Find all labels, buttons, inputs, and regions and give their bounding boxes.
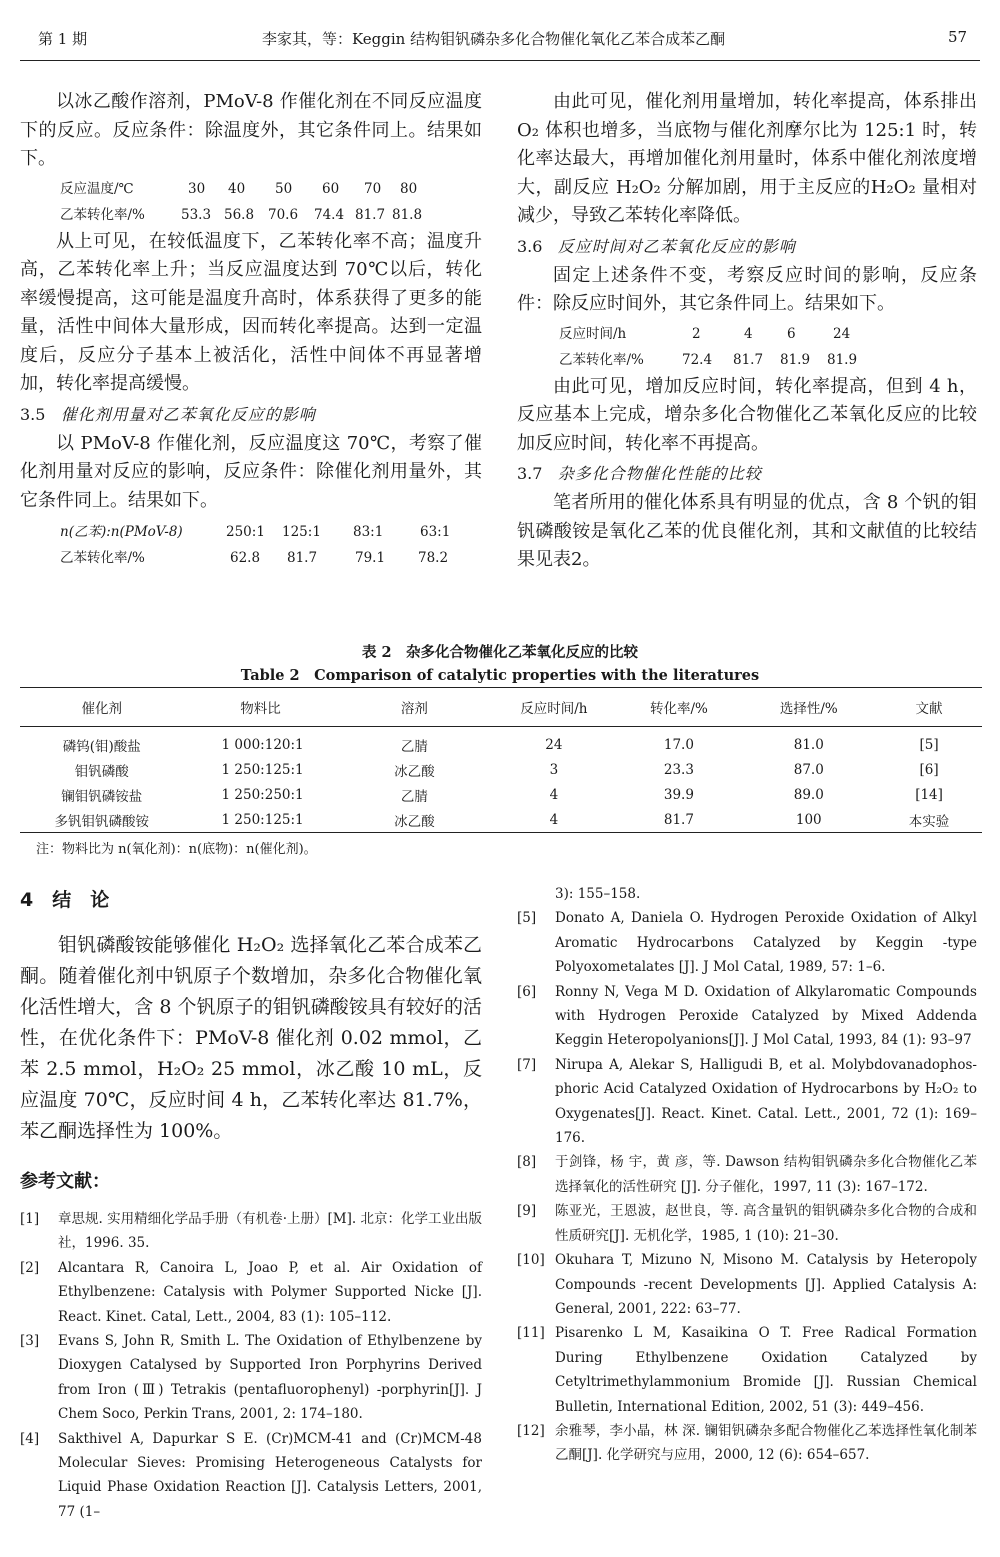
column-header: 文献: [876, 688, 982, 727]
section-heading: 3.7 杂多化合物催化性能的比较: [517, 464, 762, 483]
section-heading: 3.6 反应时间对乙苯氧化反应的影响: [517, 236, 796, 256]
table-row: 钼钒磷酸 1 250:125:1 冰乙酸 3 23.3 87.0 [6]: [74, 761, 939, 780]
page-number: 57: [948, 28, 968, 46]
column-header: 转化率/%: [616, 688, 741, 727]
conclusion-body: [20, 930, 482, 1147]
reference-item: [2] Alcantara R, Canoira L, Joao P, et al. Air Oxidation of Ethylbenzene: Catalysis with Polymer Supported Nicke [J]. React. Kinet. Catal, Lett., 2004, 83 (1): 105–112.: [20, 1259, 482, 1325]
table-row: 磷钨(钼)酸盐 1 000:120:1 乙腈 24 17.0 81.0 [5]: [62, 736, 939, 755]
paragraph: 以 PMoV-8 作催化剂，反应温度这 70℃，考察了催化剂用量对反应的影响，反应条件：除催化剂用量外，其它条件同上。结果如下。: [20, 432, 482, 511]
references-heading: 参考文献：: [20, 1171, 110, 1192]
issue-label: 第 1 期: [38, 30, 88, 48]
running-title: 李家其，等：Keggin 结构钼钒磷杂多化合物催化氧化乙苯合成苯乙酮: [262, 30, 726, 48]
paragraph: 固定上述条件不变，考察反应时间的影响，反应条件：除反应时间外，其它条件同上。结果如下。: [517, 264, 977, 314]
reference-item: [10] Okuhara T, Mizuno N, Misono M. Catalysis by Heteropoly Compounds -recent Developments [J]. Applied Catalysis A: General, 2001, 222: 63–77.: [517, 1252, 977, 1317]
paragraph: 笔者所用的催化体系具有明显的优点，含 8 个钒的钼钒磷酸铵是氧化乙苯的优良催化剂，其和文献值的比较结果见表2。: [517, 492, 977, 570]
reference-item: [1] 章思规. 实用精细化学品手册（有机卷·上册）[M]. 北京：化学工业出版社，1996. 35.: [20, 1211, 482, 1252]
temp-table-row: 乙苯转化率/% 53.3 56.8 70.6 74.4 81.7 81.8: [60, 206, 423, 223]
column-header: 选择性/%: [741, 688, 876, 727]
table-caption-en: Table 2 Comparison of catalytic properties with the literatures: [240, 667, 760, 684]
left-column: [20, 88, 482, 571]
column-header: 催化剂: [20, 688, 184, 727]
table-row: 镧钼钒磷铵盐 1 250:250:1 乙腈 4 39.9 89.0 [14]: [61, 786, 943, 805]
paragraph: 钼钒磷酸铵能够催化 H₂O₂ 选择氧化乙苯合成苯乙酮。随着催化剂中钒原子个数增加，杂多化合物催化氧化活性增大，含 8 个钒原子的钼钒磷酸铵具有较好的活性，在优化条件下：PMoV-8 催化剂 0.02 mmol，乙苯 2.5 mmol，H₂O₂ 25 mmol，冰乙酸 10 mL，反应温度 70℃，反应时间 4 h，乙苯转化率达 81.7%，苯乙酮选择性为 100%。: [20, 934, 482, 1142]
cat-table-row: n(乙苯):n(PMoV-8) 250:1 125:1 83:1 63:1: [60, 524, 451, 540]
time-table-row: 反应时间/h 2 4 6 24: [559, 325, 851, 342]
reference-item: [9] 陈亚光，王恩波，赵世良，等. 高含量钒的钼钒磷杂多化合物的合成和性质研究[J]. 无机化学，1985, 1 (10): 21–30.: [517, 1203, 977, 1244]
reference-item: [3] Evans S, John R, Smith L. The Oxidation of Ethylbenzene by Dioxygen Catalysed by Supported Iron Porphyrins Derived from Iron (Ⅲ) Tetrakis (pentafluorophenyl) -porphyrin[J]. J Chem Soco, Perkin Trans, 2001, 2: 174–180.: [20, 1333, 482, 1423]
paragraph: 由此可见，增加反应时间，转化率提高，但到 4 h，反应基本上完成，增杂多化合物催化乙苯氧化反应的比较加反应时间，转化率不再提高。: [517, 375, 977, 454]
reference-item: [5] Donato A, Daniela O. Hydrogen Peroxide Oxidation of Alkyl Aromatic Hydrocarbons Catalyzed by Keggin -type Polyoxometalates [J]. J Mol Catal, 1989, 57: 1–6.: [517, 910, 977, 976]
cat-table-row: 乙苯转化率/% 62.8 81.7 79.1 78.2: [60, 550, 449, 566]
column-header: 溶剂: [337, 688, 491, 727]
page-header: [0, 0, 1000, 58]
table-note: 注：物料比为 n(氧化剂)：n(底物)：n(催化剂)。: [36, 842, 317, 857]
column-header: 物料比: [184, 688, 338, 727]
section-heading-conclusion: 4 结 论: [20, 889, 110, 911]
reference-continuation: 3): 155–158.: [555, 886, 641, 902]
paragraph: 以冰乙酸作溶剂，PMoV-8 作催化剂在不同反应温度下的反应。反应条件：除温度外，其它条件同上。结果如下。: [20, 91, 482, 169]
references-right: [517, 882, 977, 1468]
reference-item: [12] 余雅琴，李小晶，林 深. 镧钼钒磷杂多配合物催化乙苯选择性氧化制苯乙酮[J]. 化学研究与应用，2000, 12 (6): 654–657.: [517, 1422, 977, 1464]
paragraph: 由此可见，催化剂用量增加，转化率提高，体系排出 O₂ 体积也增多，当底物与催化剂摩尔比为 125:1 时，转化率达最大，再增加催化剂用量时，体系中催化剂浓度增大，副反应 H₂O₂ 分解加剧，用于主反应的H₂O₂ 量相对减少，导致乙苯转化率降低。: [517, 91, 977, 226]
header-rule: [20, 60, 980, 61]
temp-table-row: 反应温度/℃ 30 40 50 60 70 80: [60, 180, 418, 197]
reference-item: [11] Pisarenko L M, Kasaikina O T. Free Radical Formation During Ethylbenzene Oxidation Catalyzed by Cetyltrimethylammonium Bromide [J]. Russian Chemical Bulletin, International Edition, 2002, 51 (3): 449–456.: [517, 1325, 977, 1415]
table-header-row: [20, 688, 982, 727]
section-heading: 3.5 催化剂用量对乙苯氧化反应的影响: [20, 404, 316, 424]
reference-item: [4] Sakthivel A, Dapurkar S E. (Cr)MCM-41 and (Cr)MCM-48 Molecular Sieves: Promising Heterogeneous Catalysts for Liquid Phase Oxidation Reaction [J]. Catalysis Letters, 2001, 77 (1–: [20, 1430, 482, 1520]
references-left: [20, 1207, 482, 1524]
table-row: 多钒钼钒磷酸铵 1 250:125:1 冰乙酸 4 81.7 100 本实验: [20, 807, 982, 833]
reference-item: [7] Nirupa A, Alekar S, Halligudi B, et al. Molybdovanadophos-phoric Acid Catalyzed Oxidation of Hydrocarbons by H₂O₂ to Oxygenates[J]. React. Kinet. Catal. Lett., 2001, 72 (1): 169–176.: [517, 1056, 977, 1147]
table-caption-cn: 表 2 杂多化合物催化乙苯氧化反应的比较: [361, 644, 639, 661]
reference-item: [6] Ronny N, Vega M D. Oxidation of Alkylaromatic Compounds with Hydrogen Peroxide Catalyzed by Mixed Addenda Keggin Heteropolyanions[J]. J Mol Catal, 1993, 84 (1): 93–97: [517, 983, 977, 1049]
reference-item: [8] 于剑锋，杨 宇，黄 彦，等. Dawson 结构钼钒磷杂多化合物催化乙苯选择氧化的活性研究 [J]. 分子催化，1997, 11 (3): 167–172.: [517, 1154, 977, 1195]
paragraph: 从上可见，在较低温度下，乙苯转化率不高；温度升高，乙苯转化率上升；当反应温度达到 70℃以后，转化率缓慢提高，这可能是温度升高时，体系获得了更多的能量，活性中间体大量形成，因而转化率提高。达到一定温度后，反应分子基本上被活化，活性中间体不再显著增加，转化率提高缓慢。: [20, 230, 482, 394]
comparison-table: [20, 687, 982, 833]
right-column: [517, 88, 977, 575]
time-table-row: 乙苯转化率/% 72.4 81.7 81.9 81.9: [559, 351, 858, 368]
column-header: 反应时间/h: [491, 688, 616, 727]
